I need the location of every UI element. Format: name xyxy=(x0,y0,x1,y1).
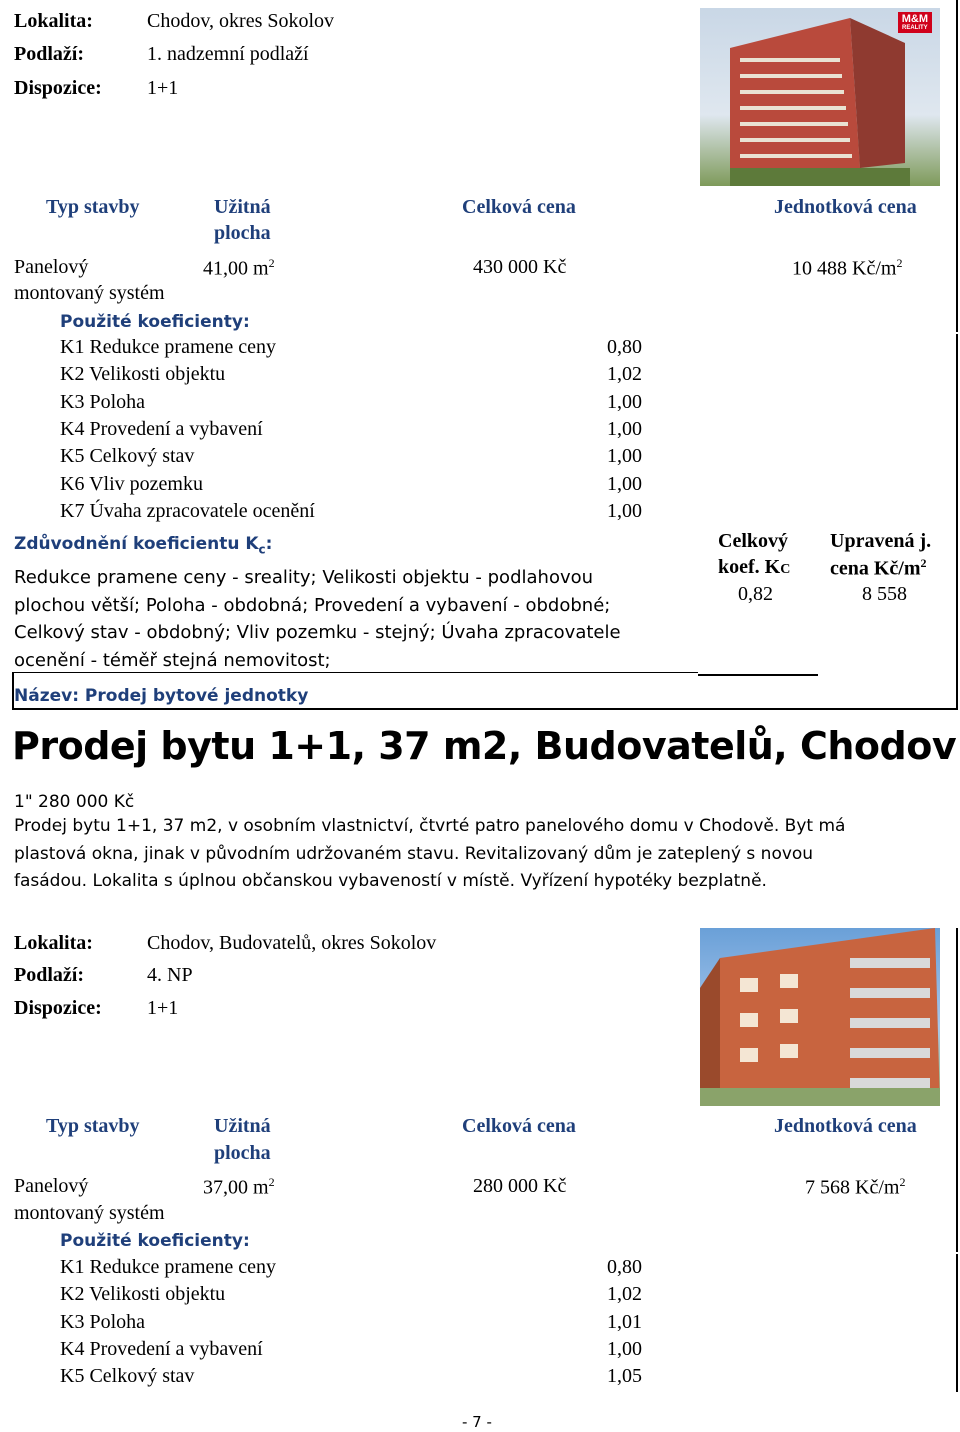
section-bottom-border xyxy=(12,708,958,710)
col-typ-stavby-2: Typ stavby xyxy=(46,1115,140,1137)
building-photo-2 xyxy=(700,928,940,1106)
koef-value: 1,01 xyxy=(607,1310,642,1333)
typ-stavby-value: Panelový xyxy=(14,256,89,278)
celkovy-koef-value: 0,82 xyxy=(738,583,773,605)
koef-name: K4 Provedení a vybavení xyxy=(60,1337,263,1360)
koef-value: 0,80 xyxy=(607,336,642,358)
koef-value: 1,00 xyxy=(607,499,642,522)
koef-title: Použité koeficienty: xyxy=(60,312,250,332)
celkova-cena-value: 430 000 Kč xyxy=(473,256,567,278)
lokalita-label-2: Lokalita: xyxy=(14,932,93,954)
typ-stavby-value-2: montovaný systém xyxy=(14,282,165,304)
zduvodneni-title: Zdůvodnění koeficientu $K_c$: xyxy=(14,534,273,557)
col-uzitna: Užitná xyxy=(214,196,271,218)
koef-border-right-2 xyxy=(956,1254,958,1392)
col-jednotkova-cena: Jednotková cena xyxy=(774,196,917,218)
dispozice-value: 1+1 xyxy=(147,77,179,99)
building-photo xyxy=(700,8,940,186)
dispozice-value-2: 1+1 xyxy=(147,997,179,1019)
lokalita-value-2: Chodov, Budovatelů, okres Sokolov xyxy=(147,932,437,954)
col-typ-stavby: Typ stavby xyxy=(46,196,140,218)
koef-value: 1,02 xyxy=(607,1283,642,1306)
col-celkova-cena-2: Celková cena xyxy=(462,1115,576,1137)
typ-stavby-value-l2b: montovaný systém xyxy=(14,1202,165,1224)
koef-value: 0,80 xyxy=(607,1256,642,1278)
nazev-label: Název: Prodej bytové jednotky xyxy=(14,686,309,706)
text-line: Prodej bytu 1+1, 37 m2, v osobním vlastnictví, čtvrté patro panelového domu v Chodově. Byt má xyxy=(14,816,846,836)
koef-value: 1,05 xyxy=(607,1365,642,1388)
col-jednotkova-cena-2: Jednotková cena xyxy=(774,1115,917,1137)
celkova-cena-value-2: 280 000 Kč xyxy=(473,1175,567,1197)
koef-name: K6 Vliv pozemku xyxy=(60,472,203,495)
plocha-value: 41,00 $m^2$ xyxy=(203,256,275,280)
koef-value: 1,00 xyxy=(607,1337,642,1360)
dispozice-label-2: Dispozice: xyxy=(14,997,102,1019)
price-line: 1" 280 000 Kč xyxy=(14,792,135,812)
upravena-cena-label-2: cena $Kč/m^2$ xyxy=(830,556,927,580)
koef-name: K2 Velikosti objektu xyxy=(60,1283,226,1306)
col-uzitna-2: Užitná xyxy=(214,1115,271,1137)
typ-stavby-value-l2: Panelový xyxy=(14,1175,89,1197)
col-plocha-2: plocha xyxy=(214,1142,271,1164)
col-celkova-cena: Celková cena xyxy=(462,196,576,218)
text-line: Redukce pramene ceny - sreality; Velikosti objektu - podlahovou xyxy=(14,567,594,588)
panel-building-illustration-2 xyxy=(700,928,940,1106)
table-border-right-2 xyxy=(956,928,958,1252)
text-line: plastová okna, jinak v původním udržovaném stavu. Revitalizovaný dům je zateplený s novou xyxy=(14,843,814,864)
koef-name: K5 Celkový stav xyxy=(60,1365,195,1388)
podlazi-label: Podlaží: xyxy=(14,43,84,65)
text-line: plochou větší; Poloha - obdobná; Provedení a vybavení - obdobné; xyxy=(14,594,611,616)
dispozice-label: Dispozice: xyxy=(14,77,102,99)
podlazi-value: 1. nadzemní podlaží xyxy=(147,43,309,65)
summary-divider xyxy=(698,674,818,676)
upravena-cena-label: Upravená j. xyxy=(830,530,932,552)
koef-name: K2 Velikosti objektu xyxy=(60,363,226,386)
podlazi-label-2: Podlaží: xyxy=(14,964,84,986)
koef-value: 1,00 xyxy=(607,417,642,440)
celkovy-koef-label: Celkový xyxy=(718,530,788,552)
text-line: ocenění - téměř stejná nemovitost; xyxy=(14,649,331,671)
page-number: - 7 - xyxy=(462,1413,492,1431)
koef-name: K3 Poloha xyxy=(60,390,145,413)
text-line: fasádou. Lokalita s úplnou občanskou vybaveností v místě. Vyřízení hypotéky bezplatně. xyxy=(14,871,767,891)
celkovy-koef-label-2: koef. KC xyxy=(718,556,791,578)
lokalita-value: Chodov, okres Sokolov xyxy=(147,10,335,32)
table-border-right xyxy=(956,0,958,332)
jednotkova-cena-value: 10 488 $Kč/m^2$ xyxy=(792,256,903,280)
koef-name: K1 Redukce pramene ceny xyxy=(60,1256,277,1278)
koef-name: K1 Redukce pramene ceny xyxy=(60,336,277,358)
nazev-border-top xyxy=(12,672,698,673)
koef-border-right xyxy=(956,334,958,710)
koef-name: K5 Celkový stav xyxy=(60,445,195,468)
lokalita-label: Lokalita: xyxy=(14,10,93,32)
jednotkova-cena-value-2: 7 568 $Kč/m^2$ xyxy=(805,1175,906,1199)
koef-value: 1,02 xyxy=(607,363,642,386)
koef-value: 1,00 xyxy=(607,472,642,495)
text-line: Celkový stav - obdobný; Vliv pozemku - stejný; Úvaha zpracovatele xyxy=(14,622,621,643)
nazev-border-left xyxy=(12,672,14,710)
plocha-value-2: 37,00 $m^2$ xyxy=(203,1175,275,1199)
koef-value: 1,00 xyxy=(607,390,642,413)
listing-title: Prodej bytu 1+1, 37 m2, Budovatelů, Chodov xyxy=(12,724,957,768)
koef-name: K4 Provedení a vybavení xyxy=(60,417,263,440)
podlazi-value-2: 4. NP xyxy=(147,964,193,986)
koef-name: K7 Úvaha zpracovatele ocenění xyxy=(60,499,315,522)
realty-logo: M&M REALITY xyxy=(898,12,932,33)
col-plocha: plocha xyxy=(214,222,271,244)
koef-title-2: Použité koeficienty: xyxy=(60,1231,250,1251)
panel-building-illustration xyxy=(700,8,940,186)
koef-name: K3 Poloha xyxy=(60,1310,145,1333)
upravena-cena-value: 8 558 xyxy=(862,583,907,605)
koef-value: 1,00 xyxy=(607,445,642,468)
